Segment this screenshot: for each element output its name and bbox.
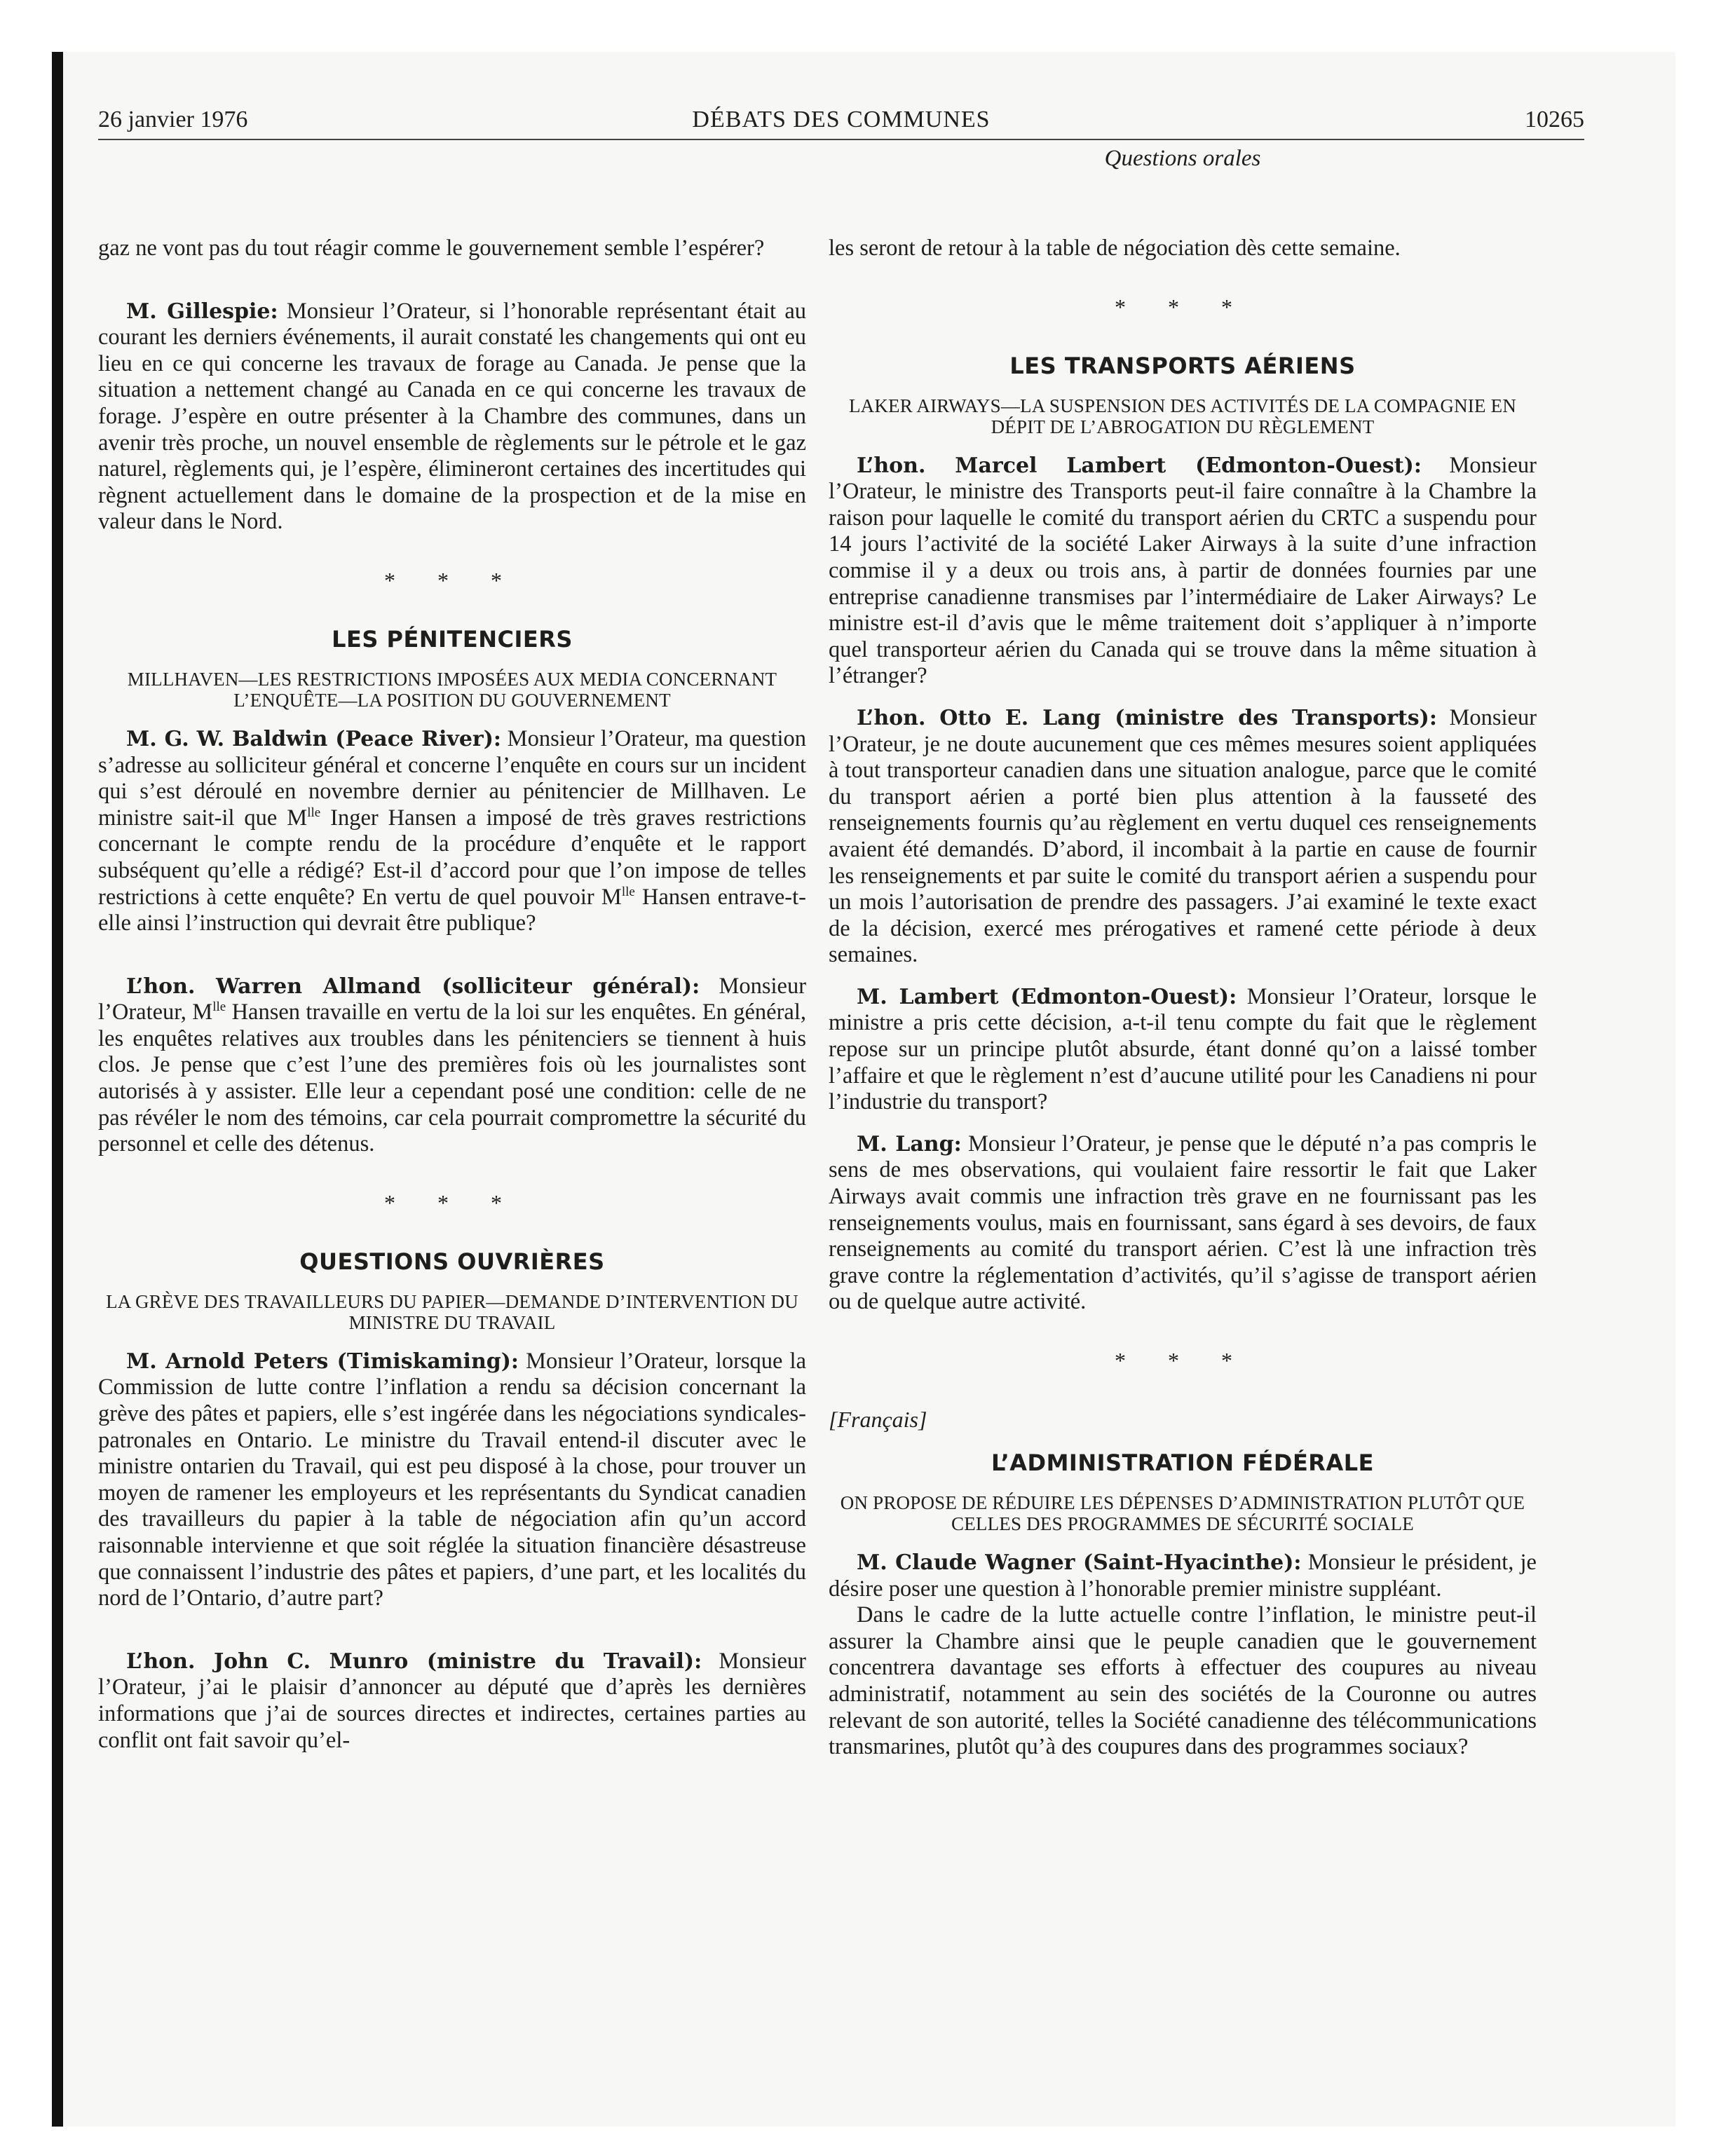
section-title: L’ADMINISTRATION FÉDÉRALE bbox=[991, 1449, 1374, 1476]
paragraph bbox=[98, 1349, 806, 1612]
right-column bbox=[829, 157, 1537, 1761]
speech-text: Monsieur l’Orateur, ma question s’adresse au solliciteur général et concerne l’enquête en cours sur un incident qui s’est déroulé en novembre dernier au pénitencier de Millhaven. Le ministre sait-il que M bbox=[98, 725, 807, 831]
speech-text: Monsieur l’Orateur, le ministre des Transports peut-il faire connaître à la Chambre la raison pour laquelle le comité du transport aérien du CRTC a suspendu pour 14 jours l’activité de la société Laker Airways à la suite d’une infraction commise il y a deux ou trois ans, à partir de données fournies par une entreprise canadienne transmises par l’intermédiaire de Laker Airways? Le ministre est-il d’avis que le même traitement doit s’appliquer à n’importe quel transporteur aérien du Canada qui se trouve dans la même situation à l’étranger? bbox=[829, 452, 1537, 689]
paragraph bbox=[98, 726, 806, 937]
speech-text: Monsieur l’Orateur, je ne doute aucunement que ces mêmes mesures soient appliquées à tout transporteur canadien dans une situation analogue, parce que le comité du transport aérien a porté bien plus attention à la fausseté des renseignements fournis qu’au règlement en vertu duquel ces renseignements avaient été demandés. D’abord, il incombait à la partie en cause de fournir les renseignements et par suite le comité du transport aérien a suspendu pour un mois l’autorisation de prendre des passagers. J’ai examiné le texte exact de la décision, exercé mes prérogatives et ramené cette période à deux semaines. bbox=[829, 704, 1537, 968]
section-title: LES TRANSPORTS AÉRIENS bbox=[1009, 352, 1356, 379]
paragraph bbox=[829, 1550, 1537, 1602]
superscript: lle bbox=[307, 805, 321, 820]
superscript: lle bbox=[212, 999, 226, 1015]
header-date: 26 janvier 1976 bbox=[98, 107, 248, 132]
speaker-name: L’hon. Marcel Lambert (Edmonton-Ouest): bbox=[857, 453, 1422, 478]
section-subtitle: LA GRÈVE DES TRAVAILLEURS DU PAPIER—DEMANDE D’INTERVENTION DU MINISTRE DU TRAVAIL bbox=[106, 1290, 798, 1333]
language-tag: [Français] bbox=[829, 1407, 927, 1432]
speech-text: Monsieur l’Orateur, je pense que le député n’a pas compris le sens de mes observations, qui voulaient faire ressortir le fait que Laker Airways avait commis une infraction très grave en ne fournissant pas les renseignements voulus, mais en fournissant, sans égard à ses devoirs, de faux renseignements au comité du transport aérien. C’est là une infraction très grave contre la réglementation d’activités, qu’il s’agisse de transport aérien ou de quelque autre activité. bbox=[829, 1131, 1537, 1315]
paragraph bbox=[829, 705, 1537, 969]
paragraph bbox=[829, 1131, 1537, 1316]
paragraph bbox=[98, 299, 806, 535]
paragraph bbox=[829, 453, 1537, 690]
speech-text: Monsieur le président, je désire poser une question à l’honorable premier ministre suppléant. bbox=[829, 1550, 1537, 1602]
speaker-name: M. G. W. Baldwin (Peace River): bbox=[126, 726, 501, 751]
section-separator: * * * bbox=[384, 1189, 520, 1215]
paragraph bbox=[98, 974, 806, 1158]
speech-text: Monsieur l’Orateur, M bbox=[98, 973, 807, 1025]
paragraph: gaz ne vont pas du tout réagir comme le gouvernement semble l’espérer? bbox=[98, 236, 765, 261]
section-separator: * * * bbox=[1115, 294, 1251, 320]
speaker-name: M. Arnold Peters (Timiskaming): bbox=[126, 1349, 519, 1374]
paragraph bbox=[829, 984, 1537, 1116]
speech-text: Monsieur l’Orateur, lorsque la Commission de lutte contre l’inflation a rendu sa décision concernant la grève des pâtes et papiers, elle s’est ingérée dans les négociations syndicales-patronales en Ontario. Le ministre du Travail entend-il discuter avec le ministre ontarien du Travail, qui est peu disposé à la chose, pour trouver un moyen de ramener les employeurs et les représentants du Syndicat canadien des travailleurs du papier à la table de négociation afin qu’un accord raisonnable intervienne et que soit réglée la situation financière désastreuse que connaissent l’industrie des pâtes et papiers, d’une part, et les localités du nord de l’Ontario, d’autre part? bbox=[98, 1348, 807, 1611]
speaker-name: M. Lang: bbox=[857, 1131, 962, 1157]
section-title: QUESTIONS OUVRIÈRES bbox=[299, 1248, 605, 1275]
speaker-name: M. Gillespie: bbox=[126, 299, 278, 324]
paragraph bbox=[98, 1649, 806, 1754]
page-header bbox=[98, 91, 1584, 140]
section-subtitle: MILLHAVEN—LES RESTRICTIONS IMPOSÉES AUX MEDIA CONCERNANT L’ENQUÊTE—LA POSITION DU GOUVERNEMENT bbox=[127, 668, 777, 711]
speech-text: Monsieur l’Orateur, si l’honorable représentant était au courant les derniers événements, il aurait constaté les changements qui ont eu lieu en ce qui concerne les travaux de forage au Canada. Je pense que la situation a nettement changé au Canada en ce qui concerne les travaux de forage. J’espère en outre présenter à la Chambre des communes, dans un avenir très proche, un nouvel ensemble de règlements sur le pétrole et le gaz naturel, règlements qui, je l’espère, élimineront certaines des incertitudes qui règnent actuellement dans le domaine de la prospection et de la mise en valeur dans le Nord. bbox=[98, 298, 807, 535]
speech-text: Monsieur l’Orateur, lorsque le ministre a pris cette décision, a-t-il tenu compte du fait que le règlement repose sur un principe plutôt absurde, étant donné qu’on a laissé tomber l’affaire et que le règlement n’est d’aucune utilité pour les Canadiens ni pour l’industrie du transport? bbox=[829, 983, 1537, 1115]
speech-text: Inger Hansen a imposé de très graves restrictions concernant le compte rendu de la procédure d’enquête et le rapport subséquent qu’elle a rédigé? Est-il d’accord pour que l’on impose de telles restrictions à cette enquête? En vertu de quel pouvoir M bbox=[98, 805, 806, 910]
speaker-name: M. Lambert (Edmonton-Ouest): bbox=[857, 984, 1237, 1009]
superscript: lle bbox=[621, 884, 635, 899]
paragraph: les seront de retour à la table de négociation dès cette semaine. bbox=[829, 236, 1401, 261]
scan-edge bbox=[52, 52, 63, 2127]
speaker-name: M. Claude Wagner (Saint-Hyacinthe): bbox=[857, 1550, 1302, 1575]
speaker-name: L’hon. Otto E. Lang (ministre des Transports): bbox=[857, 705, 1437, 730]
speech-text: Hansen entrave-t-elle ainsi l’instruction qui devrait être publique? bbox=[98, 884, 806, 936]
section-subtitle: LAKER AIRWAYS—LA SUSPENSION DES ACTIVITÉS DE LA COMPAGNIE EN DÉPIT DE L’ABROGATION DU RÈGLEMENT bbox=[848, 395, 1517, 437]
header-page-number: 10265 bbox=[1525, 107, 1584, 132]
speaker-name: L’hon. Warren Allmand (solliciteur général): bbox=[126, 974, 700, 999]
speech-text: Monsieur l’Orateur, j’ai le plaisir d’annoncer au député que d’après les dernières informations que j’ai de sources directes et indirectes, certaines parties au conflit ont fait savoir qu’el- bbox=[98, 1648, 806, 1753]
section-subtitle: ON PROPOSE DE RÉDUIRE LES DÉPENSES D’ADMINISTRATION PLUTÔT QUE CELLES DES PROGRAMMES DE SÉCURITÉ SOCIALE bbox=[840, 1492, 1525, 1534]
section-separator: * * * bbox=[1115, 1348, 1251, 1373]
paragraph: Dans le cadre de la lutte actuelle contre l’inflation, le ministre peut-il assurer la Chambre ainsi que le peuple canadien que le gouvernement concentrera davantage ses efforts à effectuer des coupures au niveau administratif, notamment au sein des sociétés de la Couronne ou autres relevant de son autorité, telles la Société canadienne des télécommunications transmarines, plutôt qu’à des coupures dans des programmes sociaux? bbox=[829, 1602, 1537, 1760]
left-column bbox=[98, 157, 806, 1754]
running-head: Questions orales bbox=[1104, 146, 1261, 171]
section-title: LES PÉNITENCIERS bbox=[332, 625, 573, 653]
header-title: DÉBATS DES COMMUNES bbox=[692, 107, 991, 132]
speaker-name: L’hon. John C. Munro (ministre du Travail): bbox=[126, 1649, 702, 1674]
section-separator: * * * bbox=[384, 567, 520, 593]
speech-text: Hansen travaille en vertu de la loi sur les enquêtes. En général, les enquêtes relatives aux troubles dans les pénitenciers se tiennent à huis clos. Je pense que c’est l’une des premières fois où les journalistes sont autorisés à y assister. Elle leur a cependant posé une condition: celle de ne pas révéler le nom des témoins, car cela pourrait compromettre la sécurité du personnel et celle des détenus. bbox=[98, 999, 806, 1157]
